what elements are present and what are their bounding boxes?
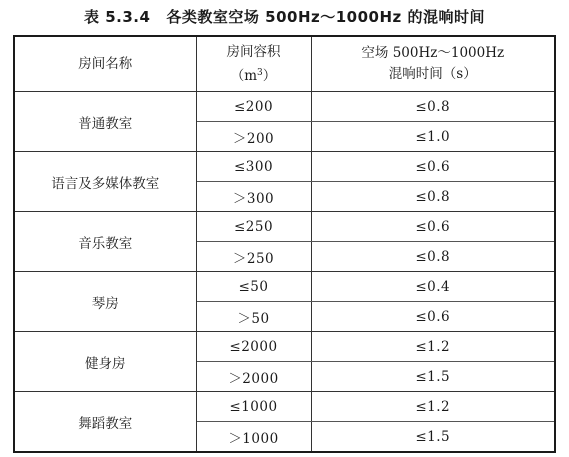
table-row: [14, 332, 555, 362]
reverberation-time-cell: ≤1.5: [311, 422, 555, 453]
reverberation-time-cell: ≤1.2: [311, 332, 555, 362]
header-rt-label: 空场 500Hz～1000Hz: [361, 45, 505, 61]
volume-cell: ＞200: [196, 122, 311, 152]
volume-cell: ≤250: [196, 212, 311, 242]
reverberation-time-cell: ≤0.6: [311, 302, 555, 332]
table-row: [14, 92, 555, 122]
reverberation-time-cell: ≤0.8: [311, 182, 555, 212]
header-volume: [196, 36, 311, 92]
table-row: [14, 152, 555, 182]
reverberation-time-cell: ≤0.8: [311, 242, 555, 272]
reverberation-time-cell: ≤0.6: [311, 212, 555, 242]
table-number: 表 5.3.4: [83, 8, 151, 26]
reverberation-time-cell: ≤0.4: [311, 272, 555, 302]
volume-cell: ＞1000: [196, 422, 311, 453]
reverberation-time-table: [13, 35, 556, 453]
table-row: [14, 272, 555, 302]
table-row: [14, 392, 555, 422]
room-name-cell: 琴房: [14, 272, 196, 332]
table-title: 各类教室空场 500Hz～1000Hz 的混响时间: [166, 8, 485, 26]
header-volume-unit: $(m^3)$: [230, 67, 277, 84]
room-name-cell: 普通教室: [14, 92, 196, 152]
reverberation-time-cell: ≤0.6: [311, 152, 555, 182]
room-name-cell: 健身房: [14, 332, 196, 392]
volume-cell: ＞300: [196, 182, 311, 212]
room-name-cell: 语言及多媒体教室: [14, 152, 196, 212]
volume-cell: ≤50: [196, 272, 311, 302]
volume-cell: ≤2000: [196, 332, 311, 362]
header-volume-label: 房间容积: [226, 43, 281, 60]
reverberation-time-cell: ≤0.8: [311, 92, 555, 122]
reverberation-time-cell: ≤1.2: [311, 392, 555, 422]
table-row: [14, 212, 555, 242]
header-reverberation-time: [311, 36, 555, 92]
volume-cell: ≤300: [196, 152, 311, 182]
table-body: [14, 92, 555, 453]
reverberation-time-cell: ≤1.5: [311, 362, 555, 392]
header-row: [14, 36, 555, 92]
reverberation-time-cell: ≤1.0: [311, 122, 555, 152]
table-caption: [0, 6, 569, 27]
volume-cell: ≤200: [196, 92, 311, 122]
room-name-cell: 舞蹈教室: [14, 392, 196, 453]
volume-cell: ＞250: [196, 242, 311, 272]
volume-cell: ＞50: [196, 302, 311, 332]
room-name-cell: 音乐教室: [14, 212, 196, 272]
header-rt-unit: 混响时间（s）: [388, 66, 477, 82]
volume-cell: ＞2000: [196, 362, 311, 392]
volume-cell: ≤1000: [196, 392, 311, 422]
header-room-name: 房间名称: [14, 36, 196, 92]
